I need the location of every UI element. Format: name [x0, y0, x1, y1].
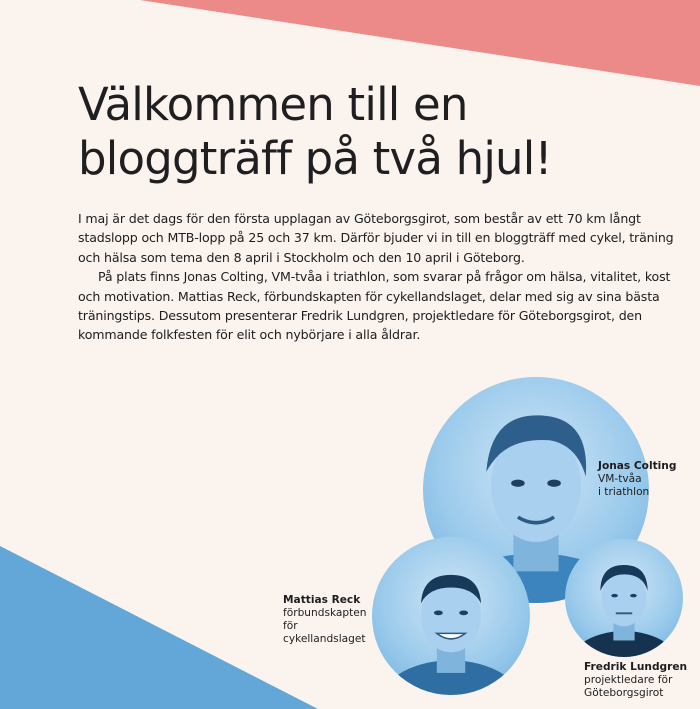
caption-mattias-reck: [283, 594, 383, 646]
title-line-2: bloggträff på två hjul!: [78, 132, 552, 185]
top-pink-band: [140, 0, 700, 86]
page-title: [78, 78, 638, 186]
person-role: VM-tvåa i triathlon: [598, 473, 650, 498]
person-role: projektledare för Göteborgsgirot: [584, 674, 673, 699]
person-role: förbundskapten för cykellandslaget: [283, 607, 367, 645]
intro-paragraph-2: På plats finns Jonas Colting, VM-tvåa i triathlon, som svarar på frågor om hälsa, vitalitet, kost och motivation. Mattias Reck, förbundskapten för cykellandslaget, delar med sig av sina bästa träningstips. Dessutom presenterar Fredrik Lundgren, projektledare för Göteborgsgirot, den kommande folkfesten för elit och nybörjare i alla åldrar.: [78, 269, 671, 343]
person-name: Jonas Colting: [598, 460, 677, 472]
intro-paragraph-1: I maj är det dags för den första upplagan av Göteborgsgirot, som består av ett 70 km långt stadslopp och MTB-lopp på 25 och 37 km. Därför bjuder vi in till en bloggträff med cykel, träning och hälsa som tema den 8 april i Stockholm och den 10 april i Göteborg.: [78, 211, 674, 265]
intro-text: [78, 209, 678, 345]
person-name: Mattias Reck: [283, 594, 361, 606]
bottom-blue-band: [0, 546, 318, 709]
portrait-fredrik-lundgren: [565, 539, 683, 657]
portrait-illustration-mattias: [372, 537, 530, 695]
caption-jonas-colting: [598, 460, 698, 499]
title-line-1: Välkommen till en: [78, 78, 468, 131]
person-name: Fredrik Lundgren: [584, 661, 688, 673]
portrait-mattias-reck: [372, 537, 530, 695]
portrait-illustration-fredrik: [565, 539, 683, 657]
caption-fredrik-lundgren: [584, 661, 698, 700]
